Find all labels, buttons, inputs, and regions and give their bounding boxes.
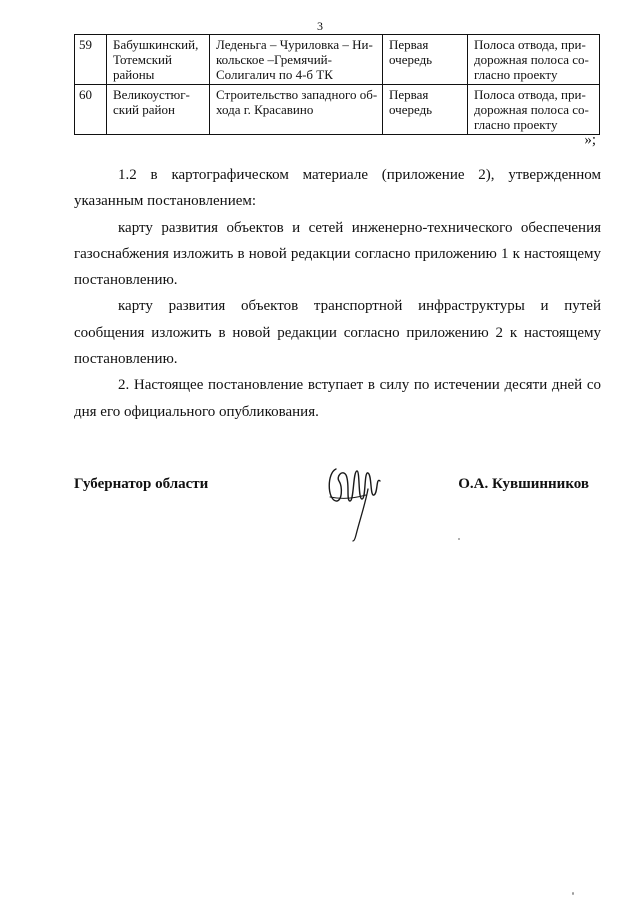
stage-line: очередь (389, 102, 433, 117)
scan-speck (572, 892, 574, 895)
district-cell (107, 85, 210, 135)
object-line: хода г. Красавино (216, 102, 314, 117)
note-line: дорожная полоса со- (474, 52, 589, 67)
row-number-cell: 59 (75, 35, 107, 85)
object-line: Солигалич по 4-б ТК (216, 67, 333, 82)
table-closing-quote: »; (584, 132, 596, 148)
object-cell (210, 35, 383, 85)
district-line: Тотемский (113, 52, 172, 67)
handwritten-signature (322, 455, 388, 543)
note-line: гласно проекту (474, 117, 558, 132)
note-cell (468, 35, 600, 85)
row-number-cell: 60 (75, 85, 107, 135)
object-cell (210, 85, 383, 135)
district-line: Великоустюг- (113, 87, 190, 102)
page-number: 3 (317, 19, 323, 33)
district-line: ский район (113, 102, 175, 117)
stage-line: Первая (389, 87, 429, 102)
paragraph: 1.2 в картографическом материале (приложение 2), утвержденном указанным постановлением: (74, 167, 601, 210)
district-line: районы (113, 67, 155, 82)
note-line: дорожная полоса со- (474, 102, 589, 117)
stage-line: Первая (389, 37, 429, 52)
paragraph: карту развития объектов и сетей инженерно-технического обеспечения газоснабжения изложить в новой редакции согласно приложению 1 к настоящему постановлению. (74, 219, 601, 289)
scan-speck (458, 538, 460, 540)
district-line: Бабушкинский, (113, 37, 199, 52)
table-row (75, 35, 600, 85)
note-cell (468, 85, 600, 135)
document-body (74, 162, 601, 425)
object-line: Строительство западного об- (216, 87, 378, 102)
signatory-name: О.А. Кувшинников (458, 476, 589, 492)
district-cell (107, 35, 210, 85)
routes-table (74, 34, 600, 135)
object-line: кольское –Гремячий- (216, 52, 332, 67)
stage-cell (383, 35, 468, 85)
stage-line: очередь (389, 52, 433, 67)
object-line: Леденьга – Чуриловка – Ни- (216, 37, 373, 52)
signatory-title: Губернатор области (74, 476, 209, 492)
stage-cell (383, 85, 468, 135)
paragraph: карту развития объектов транспортной инфраструктуры и путей сообщения изложить в новой редакции согласно приложению 2 к настоящему постановлению. (74, 298, 601, 368)
note-line: гласно проекту (474, 67, 558, 82)
note-line: Полоса отвода, при- (474, 87, 586, 102)
note-line: Полоса отвода, при- (474, 37, 586, 52)
paragraph: 2. Настоящее постановление вступает в силу по истечении десяти дней со дня его официального опубликования. (74, 377, 601, 420)
table-row (75, 85, 600, 135)
